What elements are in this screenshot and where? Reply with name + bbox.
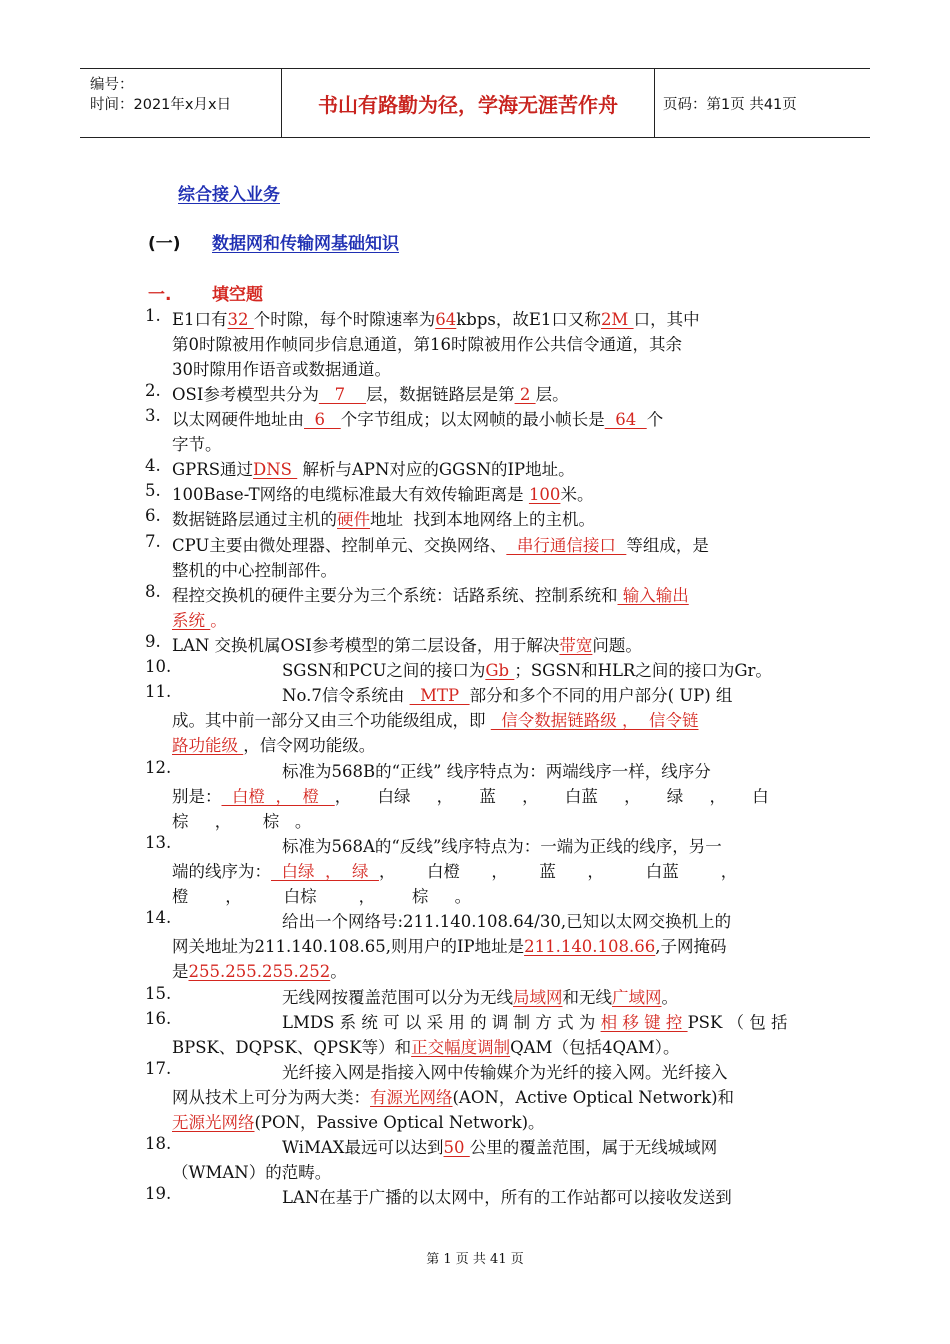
answer-blank: 白绿 ， 绿	[271, 862, 379, 881]
question-number: 4.	[145, 456, 161, 475]
question-line: GPRS通过DNS 解析与APN对应的GGSN的IP地址。	[172, 460, 575, 479]
answer-blank: 255.255.255.252	[188, 962, 331, 981]
answer-blank: 带宽	[559, 636, 593, 655]
answer-blank: 串行通信接口	[506, 536, 627, 555]
question-line: 棕 ， 棕 。	[172, 812, 312, 831]
question-line: OSI参考模型共分为 7 层，数据链路层是第 2 层。	[172, 385, 569, 404]
question-line: 路功能级 ，信令网功能级。	[172, 736, 376, 755]
question-number: 17.	[145, 1059, 172, 1078]
answer-blank: 相 移 键 控	[600, 1013, 688, 1032]
question-number: 11.	[145, 682, 172, 701]
question-line: 给出一个网络号:211.140.108.64/30,已知以太网交换机上的	[282, 912, 732, 931]
document-title: 综合接入业务	[178, 185, 280, 205]
question-number: 9.	[145, 632, 161, 651]
answer-blank: Gb	[485, 661, 515, 680]
question-line: 橙 ， 白棕 ， 棕 。	[172, 887, 472, 906]
answer-blank: 广域网	[612, 988, 662, 1007]
question-line: 端的线序为： 白绿 ， 绿 ， 白橙 ， 蓝 ， 白蓝 ，	[172, 862, 738, 881]
time-label: 时间：2021年x月x日	[90, 97, 232, 113]
question-number: 18.	[145, 1134, 172, 1153]
question-line: LMDS 系 统 可 以 采 用 的 调 制 方 式 为 相 移 键 控 PSK （ 包 括	[282, 1013, 788, 1032]
answer-blank: 局域网	[513, 988, 563, 1007]
answer-blank: 输入输出	[617, 586, 689, 605]
answer-blank: 7	[318, 385, 367, 404]
question-line: 系统 。	[172, 611, 227, 630]
answer-blank: MTP	[409, 686, 470, 705]
question-line: 是255.255.255.252。	[172, 962, 347, 981]
number-label: 编号：	[90, 77, 134, 93]
question-line: 第0时隙被用作帧同步信息通道，第16时隙被用作公共信令通道，其余	[172, 335, 682, 354]
header-motto: 书山有路勤为径，学海无涯苦作舟	[282, 69, 655, 137]
question-line: WiMAX最远可以达到50 公里的覆盖范围，属于无线城域网	[282, 1138, 718, 1157]
question-line: 以太网硬件地址由 6 个字节组成；以太网帧的最小帧长是 64 个	[172, 410, 664, 429]
header-meta	[80, 69, 282, 137]
question-line: E1口有32 个时隙，每个时隙速率为64kbps，故E1口又称2M 口，其中	[172, 310, 700, 329]
question-line: 网从技术上可分为两大类：有源光网络(AON，Active Optical Network)和	[172, 1088, 735, 1107]
question-line: 别是： 白橙 ， 橙 ， 白绿 ， 蓝 ， 白蓝 ， 绿 ， 白	[172, 787, 769, 806]
answer-blank: 无源光网络	[172, 1113, 255, 1132]
question-number: 5.	[145, 481, 161, 500]
question-number: 3.	[145, 406, 161, 425]
answer-blank: 白橙 ， 橙	[221, 787, 335, 806]
answer-blank: 50	[443, 1138, 470, 1157]
answer-blank: 系统	[172, 611, 211, 630]
question-line: LAN 交换机属OSI参考模型的第二层设备，用于解决带宽问题。	[172, 636, 642, 655]
answer-blank: DNS	[253, 460, 298, 479]
question-number: 19.	[145, 1184, 172, 1203]
answer-blank: 有源光网络	[370, 1088, 453, 1107]
answer-blank: 路功能级	[172, 736, 244, 755]
question-line: 程控交换机的硬件主要分为三个系统：话路系统、控制系统和 输入输出	[172, 586, 689, 605]
question-number: 6.	[145, 506, 161, 525]
question-line: SGSN和PCU之间的接口为Gb ；SGSN和HLR之间的接口为Gr。	[282, 661, 772, 680]
question-line: No.7信令系统由 MTP 部分和多个不同的用户部分( UP) 组	[282, 686, 733, 705]
question-line: 标准为568B的“正线” 线序特点为：两端线序一样，线序分	[282, 762, 711, 781]
question-line: 网关地址为211.140.108.65,则用户的IP地址是211.140.108.66,子网掩码	[172, 937, 727, 956]
answer-blank: 64	[435, 310, 457, 329]
answer-blank: 32	[227, 310, 254, 329]
question-line: 整机的中心控制部件。	[172, 561, 337, 580]
question-line: LAN在基于广播的以太网中，所有的工作站都可以接收发送到	[282, 1188, 732, 1207]
question-line: 无线网按覆盖范围可以分为无线局域网和无线广域网。	[282, 988, 678, 1007]
question-number: 2.	[145, 381, 161, 400]
question-number: 1.	[145, 306, 161, 325]
page-label: 页码：第1页 共41页	[663, 97, 797, 113]
question-line: 无源光网络(PON，Passive Optical Network)。	[172, 1113, 545, 1132]
question-line: （WMAN）的范畴。	[172, 1163, 332, 1182]
question-line: 100Base-T网络的电缆标准最大有效传输距离是 100米。	[172, 485, 594, 504]
question-number: 15.	[145, 984, 172, 1003]
subsection-number: 一.	[148, 285, 172, 305]
question-number: 10.	[145, 657, 172, 676]
answer-blank: 2M	[600, 310, 634, 329]
answer-blank: 6	[304, 410, 341, 429]
question-number: 8.	[145, 582, 161, 601]
question-line: 30时隙用作语音或数据通道。	[172, 360, 391, 379]
question-line: BPSK、DQPSK、QPSK等）和正交幅度调制QAM（包括4QAM）。	[172, 1038, 680, 1057]
question-line: 数据链路层通过主机的硬件地址 找到本地网络上的主机。	[172, 510, 595, 529]
question-line: CPU主要由微处理器、控制单元、交换网络、 串行通信接口 等组成，是	[172, 536, 709, 555]
question-number: 14.	[145, 908, 172, 927]
section-title: 数据网和传输网基础知识	[212, 234, 399, 254]
question-number: 7.	[145, 532, 161, 551]
question-line: 光纤接入网是指接入网中传输媒介为光纤的接入网。光纤接入	[282, 1063, 728, 1082]
question-number: 12.	[145, 758, 172, 777]
subsection-title: 填空题	[212, 285, 263, 305]
answer-blank: 信令数据链路级 ， 信令链	[490, 711, 699, 730]
page-footer: 第 1 页 共 41 页	[426, 1252, 524, 1267]
question-line: 标准为568A的“反线”线序特点为：一端为正线的线序，另一	[282, 837, 722, 856]
question-line: 成。其中前一部分又由三个功能级组成，即 信令数据链路级 ， 信令链	[172, 711, 699, 730]
answer-blank: 硬件	[337, 510, 370, 529]
question-number: 16.	[145, 1009, 172, 1028]
answer-blank: 64	[604, 410, 647, 429]
answer-blank: 正交幅度调制	[411, 1038, 511, 1057]
question-number: 13.	[145, 833, 172, 852]
answer-blank: 211.140.108.66	[524, 937, 656, 956]
document-header	[80, 68, 870, 138]
section-number: (一)	[148, 234, 181, 254]
answer-blank: 100	[528, 485, 561, 504]
question-line: 字节。	[172, 435, 222, 454]
answer-blank: 2	[514, 385, 536, 404]
